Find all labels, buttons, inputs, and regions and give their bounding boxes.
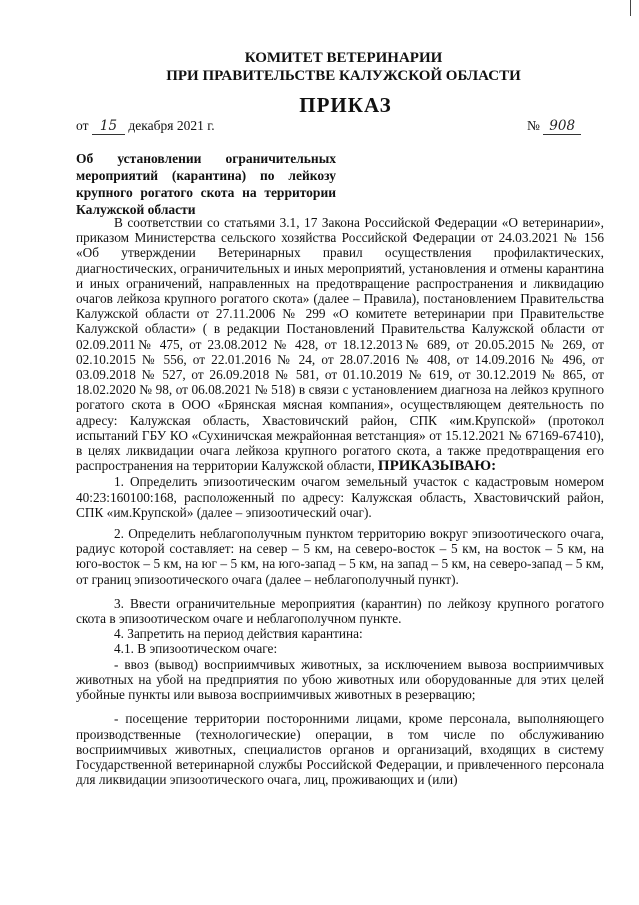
clause-2: 2. Определить неблагополучным пунктом территорию вокруг эпизоотического очага, радиус которой составляет: на север – 5 км, на северо-восток – 5 км, на восток – 5 км, на юго-восток – 5 км, на юг – 5 км, на юго-запад – 5 км, на запад – 5 км, на северо-запад – 5 км, от границ эпизоотического очага (далее – неблагополучный пункт). <box>76 526 604 587</box>
scan-margin-line <box>630 0 631 16</box>
date-month-year: декабря 2021 г. <box>128 118 215 133</box>
intro-paragraph <box>76 215 604 474</box>
clause-4: 4. Запретить на период действия карантина: <box>114 626 363 642</box>
committee-affiliation: ПРИ ПРАВИТЕЛЬСТВЕ КАЛУЖСКОЙ ОБЛАСТИ <box>166 68 521 84</box>
clause-3: 3. Ввести ограничительные мероприятия (карантин) по лейкозу крупного рогатого скота в эпизоотическом очаге и неблагополучном пункте. <box>76 595 604 627</box>
number-value-handwritten: 908 <box>543 118 581 135</box>
clause-4-1: 4.1. В эпизоотическом очаге: <box>114 641 278 657</box>
order-subject: Об установлении ограничительных мероприятий (карантина) по лейкозу крупного рогатого скота на территории Калужской области <box>76 151 336 217</box>
date-prefix: от <box>76 118 89 133</box>
restriction-item-1: - ввоз (вывод) восприимчивых животных, за исключением вывоза восприимчивых животных на убой на предприятия по убою животных или оборудованные для этих целей убойные пункты или вывоза восприимчивых животных в резервацию; <box>76 656 604 703</box>
date-day-handwritten: 15 <box>92 118 125 135</box>
intro-text: В соответствии со статьями 3.1, 17 Закона Российской Федерации «О ветеринарии», приказом Министерства сельского хозяйства Российской Федерации от 24.03.2021 № 156 «Об утверждении Ветеринарных правил осуществления профилактических, диагностических, ограничительных и иных мероприятий, установления и отмены карантина и иных ограничений, направленных на предотвращение распространения и ликвидацию очагов лейкоза крупного рогатого скота» (далее – Правила), постановлением Правительства Калужской области от 27.11.2006 № 299 «О комитете ветеринарии при Правительстве Калужской области» ( в редакции Постановлений Правительства Калужской области от 02.09.2011№ 475, от 23.08.2012 № 428, от 18.12.2013№ 689, от 20.05.2015 № 269, от 02.10.2015 № 556, от 22.01.2016 № 24, от 28.07.2016 № 408, от 14.09.2016 № 496, от 03.09.2018 № 527, от 26.09.2018 № 581, от 01.10.2019 № 619, от 30.12.2019 № 865, от 18.02.2020 № 98, от 06.08.2021 № 518) в связи с установлением диагноза на лейкоз крупного рогатого скота в ООО «Брянская мясная компания», осуществляющем деятельность по адресу: Калужская область, Хвастовичский район, СПК «им.Крупской» (протокол испытаний ГБУ КО «Сухиничская межрайонная ветстанция» от 15.12.2021 № 67169-67410), в целях ликвидации очага лейкоза крупного рогатого скота, а также предотвращения его распространения на территории Калужской области, <box>76 215 604 474</box>
order-body <box>76 215 604 787</box>
order-number <box>527 118 581 134</box>
clause-1: 1. Определить эпизоотическим очагом земельный участок с кадастровым номером 40:23:160100:168, расположенный по адресу: Калужская область, Хвастовичский район, СПК «им.Крупской» (далее – эпизоотический очаг). <box>76 474 604 520</box>
number-prefix: № <box>527 118 540 133</box>
order-word: ПРИКАЗЫВАЮ: <box>377 458 497 475</box>
document-type: ПРИКАЗ <box>299 93 392 117</box>
order-date <box>76 118 215 134</box>
committee-name: КОМИТЕТ ВЕТЕРИНАРИИ <box>244 50 443 66</box>
restriction-item-2: - посещение территории посторонними лицами, кроме персонала, выполняющего производственные (технологические) операции, в том числе по обслуживанию восприимчивых животных, специалистов органов и организаций, входящих в систему Государственной ветеринарной службы Российской Федерации, и привлеченного персонала для ликвидации эпизоотического очага, лиц, проживающих и (или) <box>76 711 604 788</box>
